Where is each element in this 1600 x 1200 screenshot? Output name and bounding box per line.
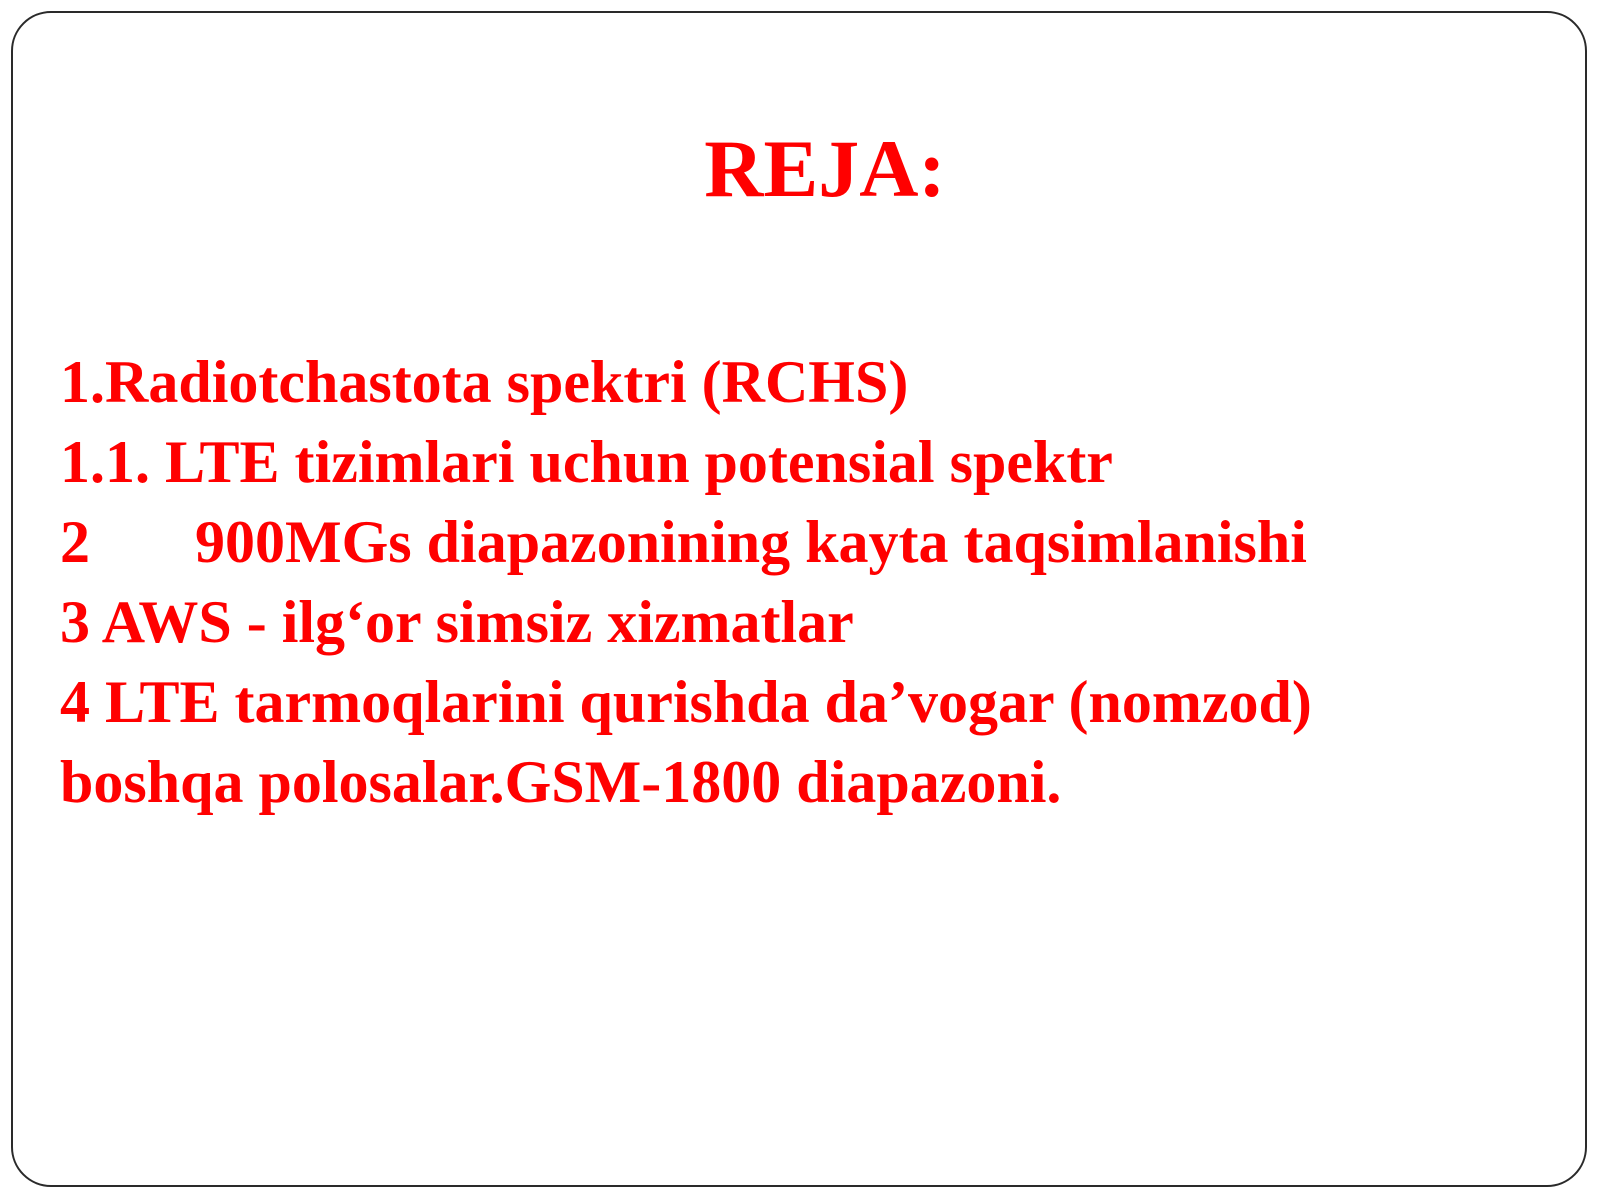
plan-item-1: 1.Radiotchastota spektri (RCHS) bbox=[60, 349, 909, 415]
plan-item-3: 3 AWS - ilg‘or simsiz xizmatlar bbox=[60, 589, 854, 655]
plan-item-4-continued: boshqa polosalar.GSM-1800 diapazoni. bbox=[60, 749, 1062, 815]
slide-title: REJA: bbox=[704, 123, 946, 214]
plan-item-2: 2 900MGs diapazonining kayta taqsimlanishi bbox=[60, 509, 1307, 575]
plan-list bbox=[60, 342, 1560, 822]
plan-item-1-1: 1.1. LTE tizimlari uchun potensial spektr bbox=[60, 429, 1113, 495]
plan-item-4: 4 LTE tarmoqlarini qurishda da’vogar (nomzod) bbox=[60, 669, 1312, 735]
